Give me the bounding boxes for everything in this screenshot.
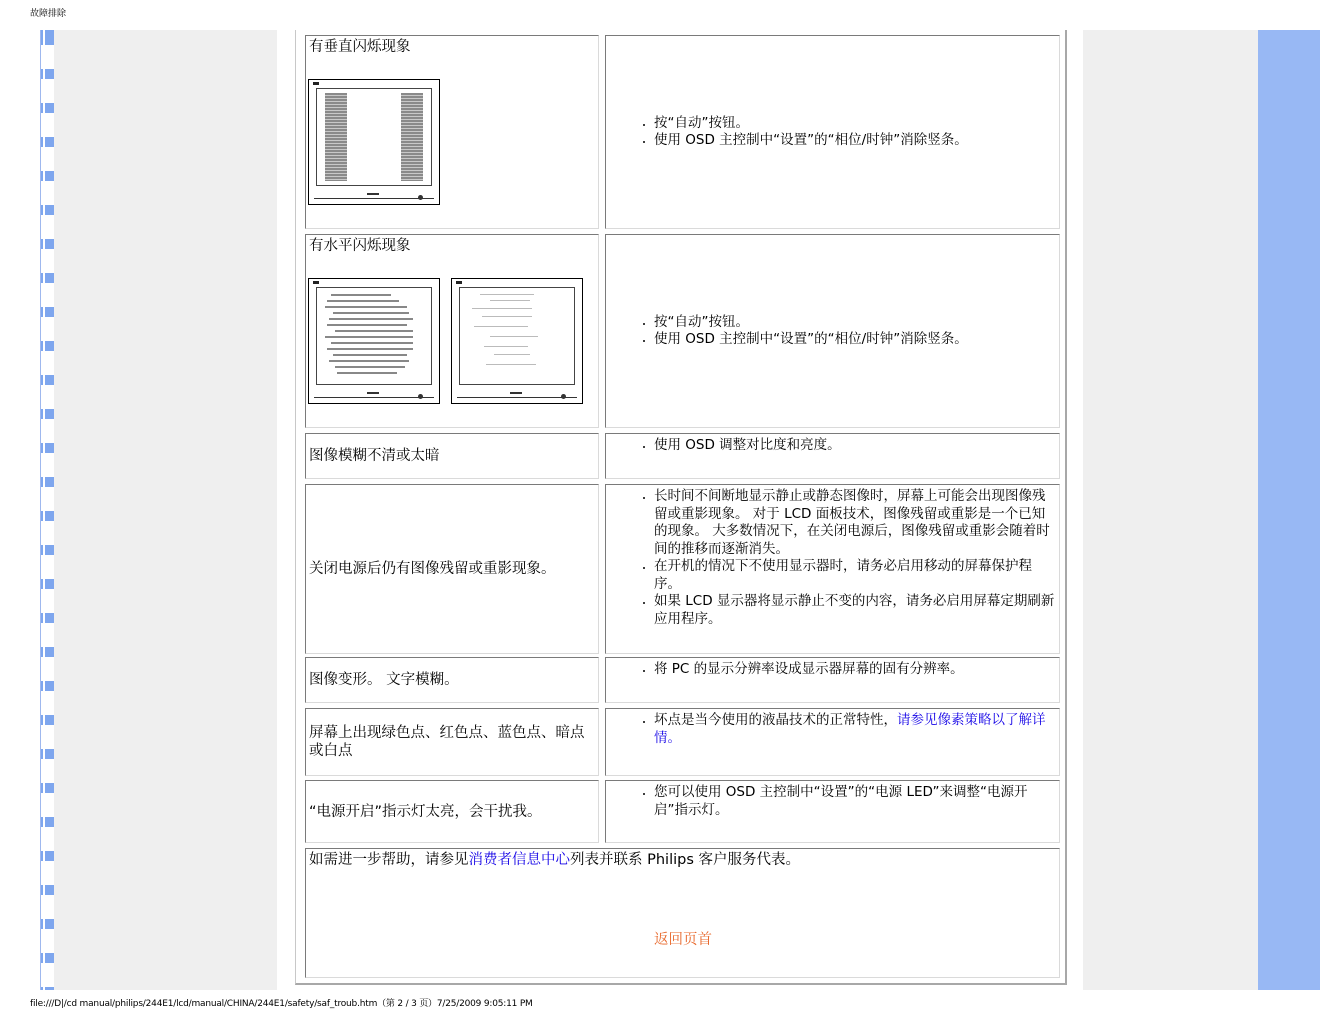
- solution-item: • 在开机的情况下不使用显示器时，请务必启用移动的屏幕保护程序。: [654, 558, 1055, 593]
- solution-list: [606, 314, 968, 349]
- troubleshooting-table: [295, 30, 1067, 985]
- solution-item: • 长时间不间断地显示静止或静态图像时，屏幕上可能会出现图像残留或重影现象。 对于 LCD 面板技术，图像残留或重影是一个已知的现象。 大多数情况下，在关闭电源后，图像残留或重影会随着时间的推移而逐渐消失。: [654, 488, 1055, 558]
- solution-list: [606, 784, 1059, 819]
- problem-text: 图像模糊不清或太暗: [309, 448, 440, 464]
- problem-cell: [305, 657, 599, 703]
- back-to-top-link[interactable]: 返回页首: [654, 932, 712, 948]
- solution-cell: [605, 484, 1060, 654]
- solution-cell: [605, 433, 1060, 479]
- solution-cell: [605, 35, 1060, 229]
- solution-item: • 使用 OSD 主控制中“设置”的“相位/时钟”消除竖条。: [654, 132, 968, 150]
- solution-cell: [605, 780, 1060, 843]
- problem-cell: [305, 234, 599, 428]
- help-text: [309, 851, 1056, 869]
- problem-cell: [305, 35, 599, 229]
- problem-text: 有水平闪烁现象: [309, 238, 411, 254]
- problem-cell: [305, 484, 599, 654]
- help-cell: [305, 848, 1060, 978]
- problem-cell: [305, 708, 599, 776]
- problem-text: 图像变形。 文字模糊。: [309, 672, 459, 688]
- left-nav-stripe: [40, 30, 55, 990]
- help-prefix: 如需进一步帮助，请参见: [309, 852, 469, 868]
- left-margin-panel: [54, 30, 277, 990]
- horizontal-flicker-illustration: [308, 278, 440, 404]
- print-header: 故障排除: [30, 9, 67, 19]
- problem-cell: [305, 780, 599, 843]
- solution-item: • 如果 LCD 显示器将显示静止不变的内容，请务必启用屏幕定期刷新应用程序。: [654, 593, 1055, 628]
- solution-item: • 按“自动”按钮。: [654, 115, 968, 133]
- solution-list: [606, 437, 1059, 455]
- solution-item: • 您可以使用 OSD 主控制中“设置”的“电源 LED”来调整“电源开启”指示灯。: [654, 784, 1045, 819]
- solution-list: [606, 712, 1059, 747]
- right-margin-panel: [1083, 30, 1258, 990]
- consumer-info-center-link[interactable]: 消费者信息中心: [468, 852, 570, 868]
- solution-item: • 使用 OSD 调整对比度和亮度。: [654, 437, 1059, 455]
- solution-list: [606, 115, 968, 150]
- problem-text: 关闭电源后仍有图像残留或重影现象。: [309, 561, 556, 577]
- solution-cell: [605, 234, 1060, 428]
- solution-list: [606, 661, 1059, 679]
- solution-cell: [605, 657, 1060, 703]
- print-footer: file:///D|/cd manual/philips/244E1/lcd/manual/CHINA/244E1/safety/saf_troub.htm（第 2 / 3 页）7/25/2009 9:05:11 PM: [30, 999, 533, 1009]
- problem-text: “电源开启”指示灯太亮，会干扰我。: [309, 803, 542, 820]
- right-blue-band: [1258, 30, 1320, 990]
- solution-item: • 将 PC 的显示分辨率设成显示器屏幕的固有分辨率。: [654, 661, 1059, 679]
- pixel-policy-link[interactable]: 请参见像素策略以了解详情。: [654, 712, 1046, 746]
- horizontal-flicker-corrected-illustration: [451, 278, 583, 404]
- solution-text: 坏点是当今使用的液晶技术的正常特性，: [654, 712, 897, 728]
- solution-cell: [605, 708, 1060, 776]
- solution-item: • 使用 OSD 主控制中“设置”的“相位/时钟”消除竖条。: [654, 331, 968, 349]
- problem-cell: [305, 433, 599, 479]
- solution-item: [654, 712, 1055, 747]
- problem-text: 有垂直闪烁现象: [309, 39, 411, 55]
- problem-text: 屏幕上出现绿色点、红色点、蓝色点、暗点或白点: [309, 725, 585, 759]
- help-suffix: 列表并联系 Philips 客户服务代表。: [570, 852, 800, 868]
- vertical-flicker-illustration: [308, 79, 440, 205]
- solution-list: [606, 488, 1059, 628]
- solution-item: • 按“自动”按钮。: [654, 314, 968, 332]
